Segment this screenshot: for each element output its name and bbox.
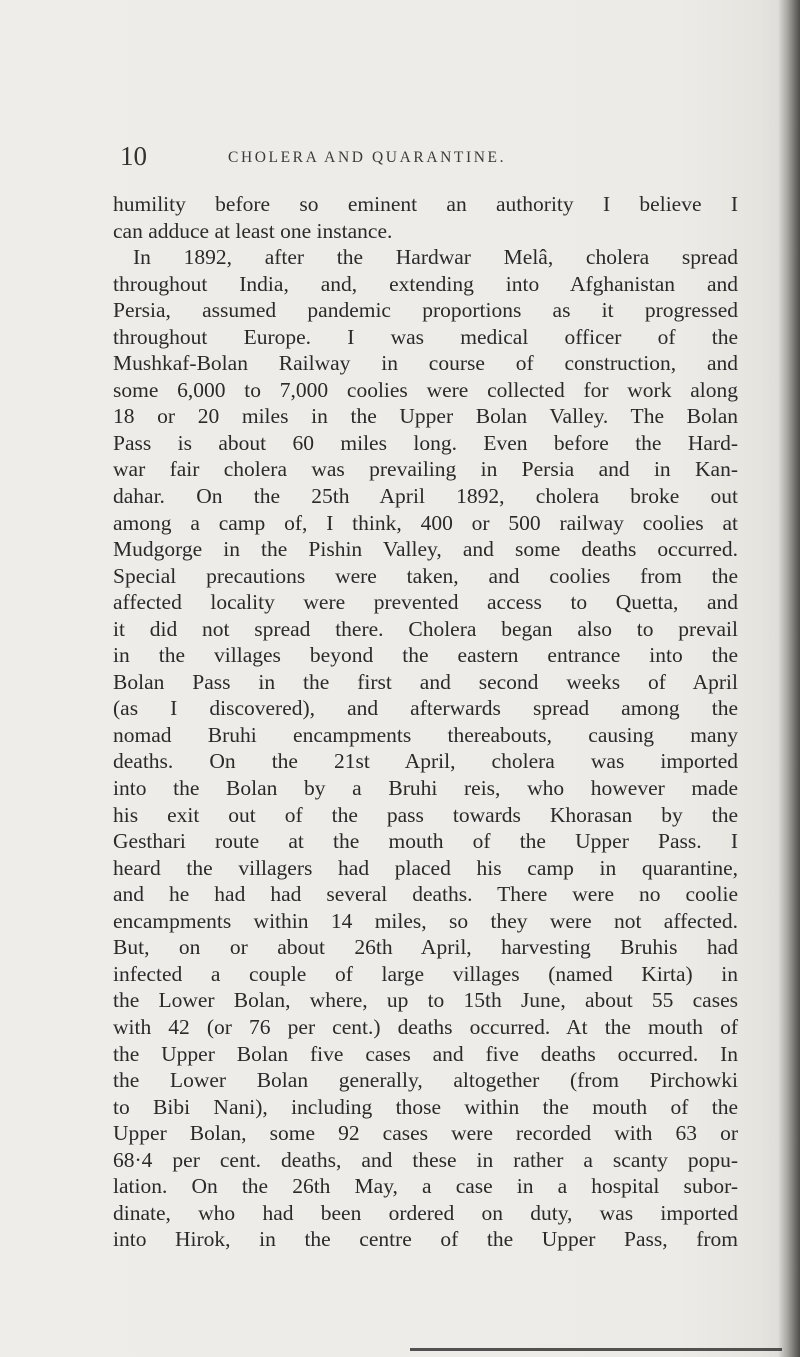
text-line: encampments within 14 miles, so they were not affected. — [113, 908, 738, 933]
text-line: Gesthari route at the mouth of the Upper Pass. I — [113, 829, 738, 854]
text-line: it did not spread there. Cholera began also to prevail — [113, 616, 738, 641]
text-line: the Lower Bolan, where, up to 15th June, about 55 cases — [113, 988, 738, 1013]
page-number: 10 — [120, 141, 147, 171]
text-line: his exit out of the pass towards Khorasan by the — [113, 802, 738, 827]
text-line: In 1892, after the Hardwar Melâ, cholera spread — [133, 245, 738, 270]
text-line: in the villages beyond the eastern entrance into the — [113, 643, 738, 668]
text-line: among a camp of, I think, 400 or 500 railway coolies at — [113, 510, 738, 535]
text-line: Mushkaf-Bolan Railway in course of construction, and — [113, 351, 738, 376]
text-line: Upper Bolan, some 92 cases were recorded with 63 or — [113, 1121, 738, 1146]
text-line: with 42 (or 76 per cent.) deaths occurred. At the mouth of — [113, 1014, 738, 1039]
text-line: lation. On the 26th May, a case in a hospital subor- — [113, 1174, 738, 1199]
page-edge-shadow — [778, 0, 800, 1357]
text-line: into the Bolan by a Bruhi reis, who however made — [113, 776, 738, 801]
text-line: 68·4 per cent. deaths, and these in rather a scanty popu- — [113, 1147, 738, 1172]
text-line: (as I discovered), and afterwards spread among the — [113, 696, 738, 721]
text-line: Mudgorge in the Pishin Valley, and some deaths occurred. — [113, 537, 738, 562]
text-line: some 6,000 to 7,000 coolies were collected for work along — [113, 377, 738, 402]
text-line: the Lower Bolan generally, altogether (from Pirchowki — [113, 1068, 738, 1093]
text-line: dahar. On the 25th April 1892, cholera broke out — [113, 484, 738, 509]
text-line: throughout Europe. I was medical officer of the — [113, 324, 738, 349]
text-line: Persia, assumed pandemic proportions as it progressed — [113, 298, 738, 323]
text-line: Pass is about 60 miles long. Even before the Hard- — [113, 430, 738, 455]
text-line: into Hirok, in the centre of the Upper Pass, from — [113, 1227, 738, 1252]
text-line: deaths. On the 21st April, cholera was imported — [113, 749, 738, 774]
text-line: nomad Bruhi encampments thereabouts, causing many — [113, 722, 738, 747]
body-text — [113, 191, 738, 1253]
page-bottom-edge — [410, 1348, 782, 1351]
text-line: dinate, who had been ordered on duty, was imported — [113, 1200, 738, 1225]
text-line: throughout India, and, extending into Afghanistan and — [113, 271, 738, 296]
text-line: humility before so eminent an authority I believe I — [113, 192, 738, 216]
text-line: Special precautions were taken, and coolies from the — [113, 563, 738, 588]
text-line: and he had had several deaths. There were no coolie — [113, 882, 738, 907]
text-line: Bolan Pass in the first and second weeks of April — [113, 669, 738, 694]
text-line: But, on or about 26th April, harvesting Bruhis had — [113, 935, 738, 960]
text-line: war fair cholera was prevailing in Persia and in Kan- — [113, 457, 738, 482]
text-line: infected a couple of large villages (named Kirta) in — [113, 961, 738, 986]
text-line: to Bibi Nani), including those within the mouth of the — [113, 1094, 738, 1119]
running-head: CHOLERA AND QUARANTINE. — [228, 149, 507, 166]
text-line: the Upper Bolan five cases and five deaths occurred. In — [113, 1041, 738, 1066]
text-line: 18 or 20 miles in the Upper Bolan Valley. The Bolan — [113, 404, 738, 429]
text-line: affected locality were prevented access to Quetta, and — [113, 590, 738, 615]
text-line: can adduce at least one instance. — [113, 218, 393, 243]
text-line: heard the villagers had placed his camp in quarantine, — [113, 855, 738, 880]
